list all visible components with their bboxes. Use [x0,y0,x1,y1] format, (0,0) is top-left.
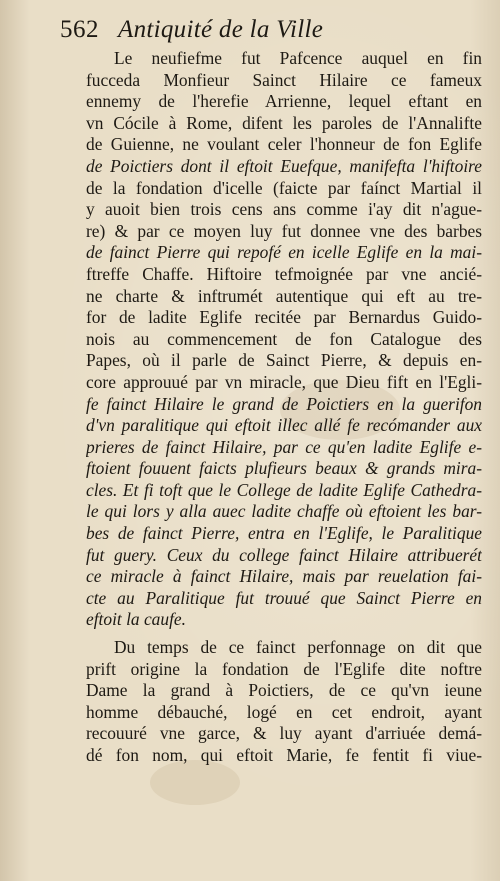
text-line: recouuré vne garce, & luy ayant d'arriuée demá- [86,723,482,744]
text-line: fucceda Monfieur Sainct Hilaire ce fameux [86,69,482,90]
text-line: prieres de fainct Hilaire, par ce qu'en ladite Eglife e- [86,436,482,457]
text-line: ennemy de l'herefie Arrienne, lequel eftant en [86,91,482,112]
text-line: vn Cócile à Rome, difent les paroles de l'Annalifte [86,112,482,133]
text-line: y auoit bien trois cens ans comme i'ay dit n'ague- [86,199,482,220]
text-line: core approuué par vn miracle, que Dieu fift en l'Egli- [86,371,482,392]
text-line: bes de fainct Pierre, entra en l'Eglife, le Paralitique [86,523,482,544]
paper-stain [150,760,240,805]
text-line: de la fondation d'icelle (faicte par faínct Martial il [86,177,482,198]
text-line: Dame la grand à Poictiers, de ce qu'vn ieune [86,680,482,701]
text-line: ftreffe Chaffe. Hiftoire tefmoignée par vne ancié- [86,263,482,284]
text-line: ne charte & inftrumét autentique qui eft au tre- [86,285,482,306]
text-line: d'vn paralitique qui eftoit illec allé fe recómander aux [86,415,482,436]
page-number: 562 [60,16,99,43]
text-line: Le neufiefme fut Pafcence auquel en fin [114,48,482,68]
text-line: le qui lors y alla auec ladite chaffe où eftoient les bar- [86,501,482,522]
body-text [86,48,482,767]
text-line: nois au commencement de fon Catalogue des [86,328,482,349]
text-line: ce miracle à fainct Hilaire, mais par reuelation fai- [86,566,482,587]
text-line: de fainct Pierre qui repofé en icelle Eglife en la mai- [86,242,482,263]
text-line: homme débauché, logé en cet endroit, ayant [86,701,482,722]
text-line: Papes, où il parle de Sainct Pierre, & depuis en- [86,350,482,371]
text-line: fe fainct Hilaire le grand de Poictiers en la guerifon [86,393,482,414]
text-line: eftoit la caufe. [86,609,186,630]
running-title: Antiquité de la Ville [118,16,324,43]
text-line: cte au Paralitique fut trouué que Sainct Pierre en [86,587,482,608]
text-line: dé fon nom, qui eftoit Marie, fe fentit fi viue- [86,745,482,765]
text-line: fut guery. Ceux du college fainct Hilaire attribuerét [86,544,482,565]
text-line: re) & par ce moyen luy fut donnee vne des barbes [86,220,482,241]
text-line: Du temps de ce fainct perfonnage on dit que [114,637,482,658]
text-line: prift origine la fondation de l'Eglife dite noftre [86,658,482,679]
text-line: ftoient fouuent faicts plufieurs beaux & grands mira- [86,458,482,479]
text-line: for de ladite Eglife recitée par Bernardus Guido- [86,307,482,328]
text-line: de Guienne, ne voulant celer l'honneur de fon Eglife [86,134,482,155]
page-header [60,10,480,46]
text-line: de Poictiers dont il eftoit Euefque, manifefta l'hiftoire [86,155,482,176]
text-line: cles. Et fi toft que le College de ladite Eglife Cathedra- [86,479,482,500]
